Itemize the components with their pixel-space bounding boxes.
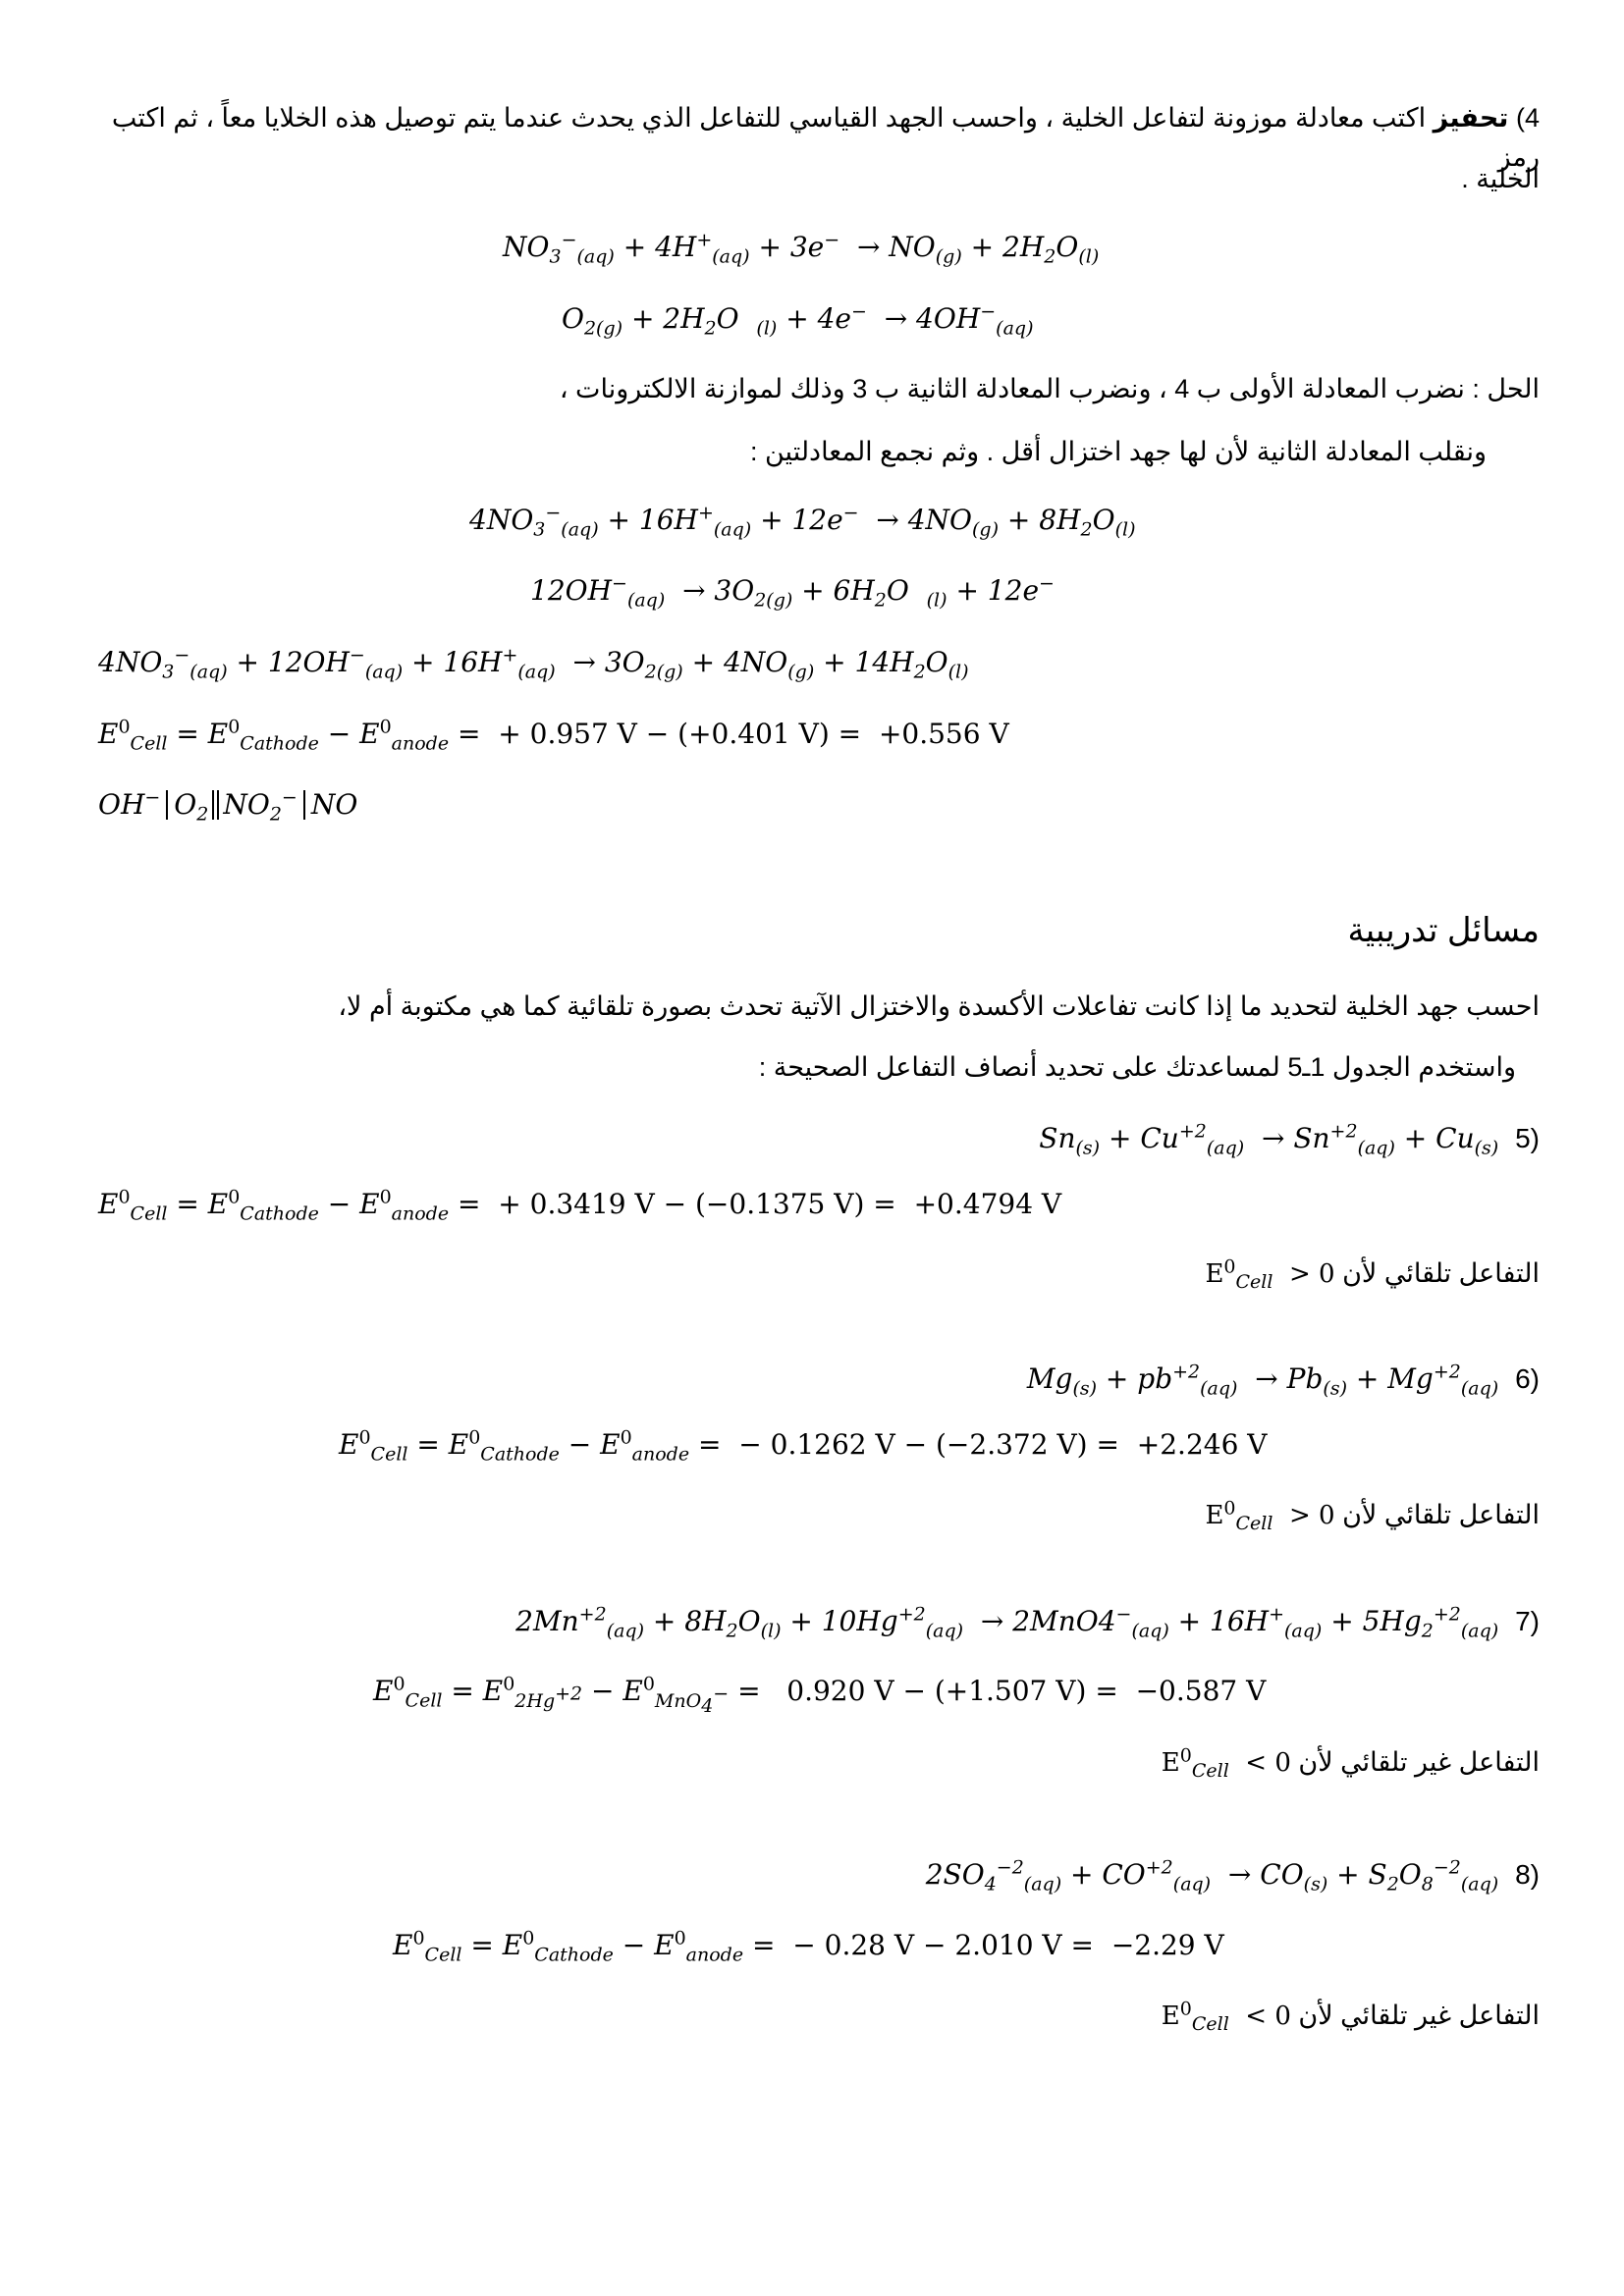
problem-7-number: 7) [1515, 1606, 1540, 1636]
problem-8-reaction: $2SO_4^{-2}_{(aq)} + CO^{+2}_{(aq)} \to CO_{(s)} + S_2O_8^{-2}_{(aq)}$ 8) [925, 1856, 1540, 1896]
cell-potential-5: $E^0_{Cell} = E^0_{Cathode} - E^0_{anode}$ = + 0.3419 V − (−0.1375 V) = +0.4794 V [98, 1186, 1062, 1225]
problem-6-number: 6) [1515, 1363, 1540, 1394]
problem-5-conclusion-text: التفاعل تلقائي لأن [1342, 1258, 1540, 1288]
problem-7-conclusion: التفاعل غير تلقائي لأن $E^0_{Cell} < 0$ [1161, 1744, 1540, 1783]
section-intro-line2: واستخدم الجدول 1ـ5 لمساعدتك على تحديد أنصاف التفاعل الصحيحة : [758, 1052, 1516, 1082]
problem-5-conclusion: التفاعل تلقائي لأن $E^0_{Cell} > 0$ [1205, 1255, 1540, 1294]
problem-4-statement-line2: الخلية . [1461, 164, 1540, 193]
problem-8-conclusion-text: التفاعل غير تلقائي لأن [1298, 2001, 1540, 2030]
problem-8-conclusion: التفاعل غير تلقائي لأن $E^0_{Cell} < 0$ [1161, 1998, 1540, 2036]
problem-5-reaction: $Sn_{(s)} + Cu^{+2}_{(aq)} \to Sn^{+2}_{(aq)} + Cu_{(s)}$ 5) [1039, 1120, 1540, 1159]
problem-6-conclusion-text: التفاعل تلقائي لأن [1342, 1500, 1540, 1529]
p8-cathode-value: − 0.28 V [792, 1929, 915, 1961]
p6-cathode-value: − 0.1262 V [738, 1428, 895, 1461]
multiplied-reaction-1: $4NO_3^-_{(aq)} + 16H^+_{(aq)} + 12e^- \to 4NO_{(g)} + 8H_2O_{(l)}$ [469, 502, 1136, 541]
p5-result-value: +0.4794 V [913, 1188, 1062, 1220]
p6-result-value: +2.246 V [1136, 1428, 1268, 1461]
problem-4-text: اكتب معادلة موزونة لتفاعل الخلية ، واحسب الجهد القياسي للتفاعل الذي يحدث عندما يتم توصيل هذه الخلايا معاً ، ثم اكتب رمز [111, 103, 1540, 172]
p6-anode-value: (−2.372 V) [936, 1428, 1088, 1461]
section-title: مسائل تدريبية [1347, 912, 1540, 949]
cell-notation: OH− $O_2$ $NO_2^-$ NO [98, 786, 358, 826]
problem-6-reaction: $Mg_{(s)} + pb^{+2}_{(aq)} \to Pb_{(s)} + Mg^{+2}_{(aq)}$ 6) [1026, 1361, 1540, 1400]
cell-potential-4: $E^0_{Cell} = E^0_{Cathode} - E^0_{anode}$ = + 0.957 V − (+0.401 V) = +0.556 V [98, 716, 1009, 755]
problem-4-number: 4) [1515, 103, 1540, 133]
p4-cathode-value: + 0.957 V [498, 718, 637, 750]
problem-4-statement [98, 98, 1540, 177]
overall-reaction-4: $4NO_3^-_{(aq)} + 12OH^-_{(aq)} + 16H^+_{(aq)} \to 3O_{2(g)} + 4NO_{(g)} + 14H_2O_{(l)}$ [98, 644, 969, 683]
p7-result-value: −0.587 V [1135, 1675, 1267, 1707]
problem-7-conclusion-text: التفاعل غير تلقائي لأن [1298, 1747, 1540, 1777]
half-reaction-1: $NO_3^-_{(aq)} + 4H^+_{(aq)} + 3e^- \to NO_{(g)} + 2H_2O_{(l)}$ [503, 229, 1100, 268]
p4-anode-value: (+0.401 V) [677, 718, 830, 750]
p4-result-value: +0.556 V [878, 718, 1009, 750]
problem-6-conclusion: التفاعل تلقائي لأن $E^0_{Cell} > 0$ [1205, 1497, 1540, 1535]
half-reaction-2: $O_{2(g)} + 2H_2O$ $_{(l)} + 4e^- \to 4OH^-_{(aq)}$ [562, 300, 1034, 340]
section-intro-line1: احسب جهد الخلية لتحديد ما إذا كانت تفاعلات الأكسدة والاختزال الآتية تحدث بصورة تلقائية كما هي مكتوبة أم لا، [338, 991, 1540, 1021]
problem-8-number: 8) [1515, 1859, 1540, 1890]
problem-4-keyword: تحفيز [1433, 103, 1509, 133]
problem-7-reaction: $2Mn^{+2}_{(aq)} + 8H_2O_{(l)} + 10Hg^{+2}_{(aq)} \to 2MnO4^-_{(aq)} + 16H^+_{(aq)} + 5Hg_2^{+2}_{(aq)}$ 7) [515, 1603, 1540, 1642]
p7-cathode-value: 0.920 V [786, 1675, 894, 1707]
p5-anode-value: (−0.1375 V) [695, 1188, 865, 1220]
cell-potential-7: $E^0_{Cell} = E^0_{2Hg^{+2}} - E^0_{MnO_4^-} = 0.920$ V − (+1.507 V) = −0.587 V [373, 1673, 1267, 1717]
p7-anode-value: (+1.507 V) [934, 1675, 1087, 1707]
cell-potential-8: $E^0_{Cell} = E^0_{Cathode} - E^0_{anode}$ = − 0.28 V − 2.010 V = −2.29 V [393, 1927, 1224, 1966]
multiplied-reaction-2: $12OH^-_{(aq)} \to 3O_{2(g)} + 6H_2O$ $_{(l)}$ + 12e− [530, 572, 1055, 612]
problem-5-number: 5) [1515, 1123, 1540, 1153]
p5-cathode-value: + 0.3419 V [498, 1188, 655, 1220]
p8-anode-value: 2.010 V [954, 1929, 1062, 1961]
solution-4-line1: الحل : نضرب المعادلة الأولى ب 4 ، ونضرب المعادلة الثانية ب 3 وذلك لموازنة الالكترونات ، [559, 374, 1540, 403]
solution-4-line2: ونقلب المعادلة الثانية لأن لها جهد اختزال أقل . وثم نجمع المعادلتين : [749, 437, 1487, 466]
p8-result-value: −2.29 V [1110, 1929, 1224, 1961]
cell-potential-6: $E^0_{Cell} = E^0_{Cathode} - E^0_{anode}$ = − 0.1262 V − (−2.372 V) = +2.246 V [339, 1426, 1268, 1466]
